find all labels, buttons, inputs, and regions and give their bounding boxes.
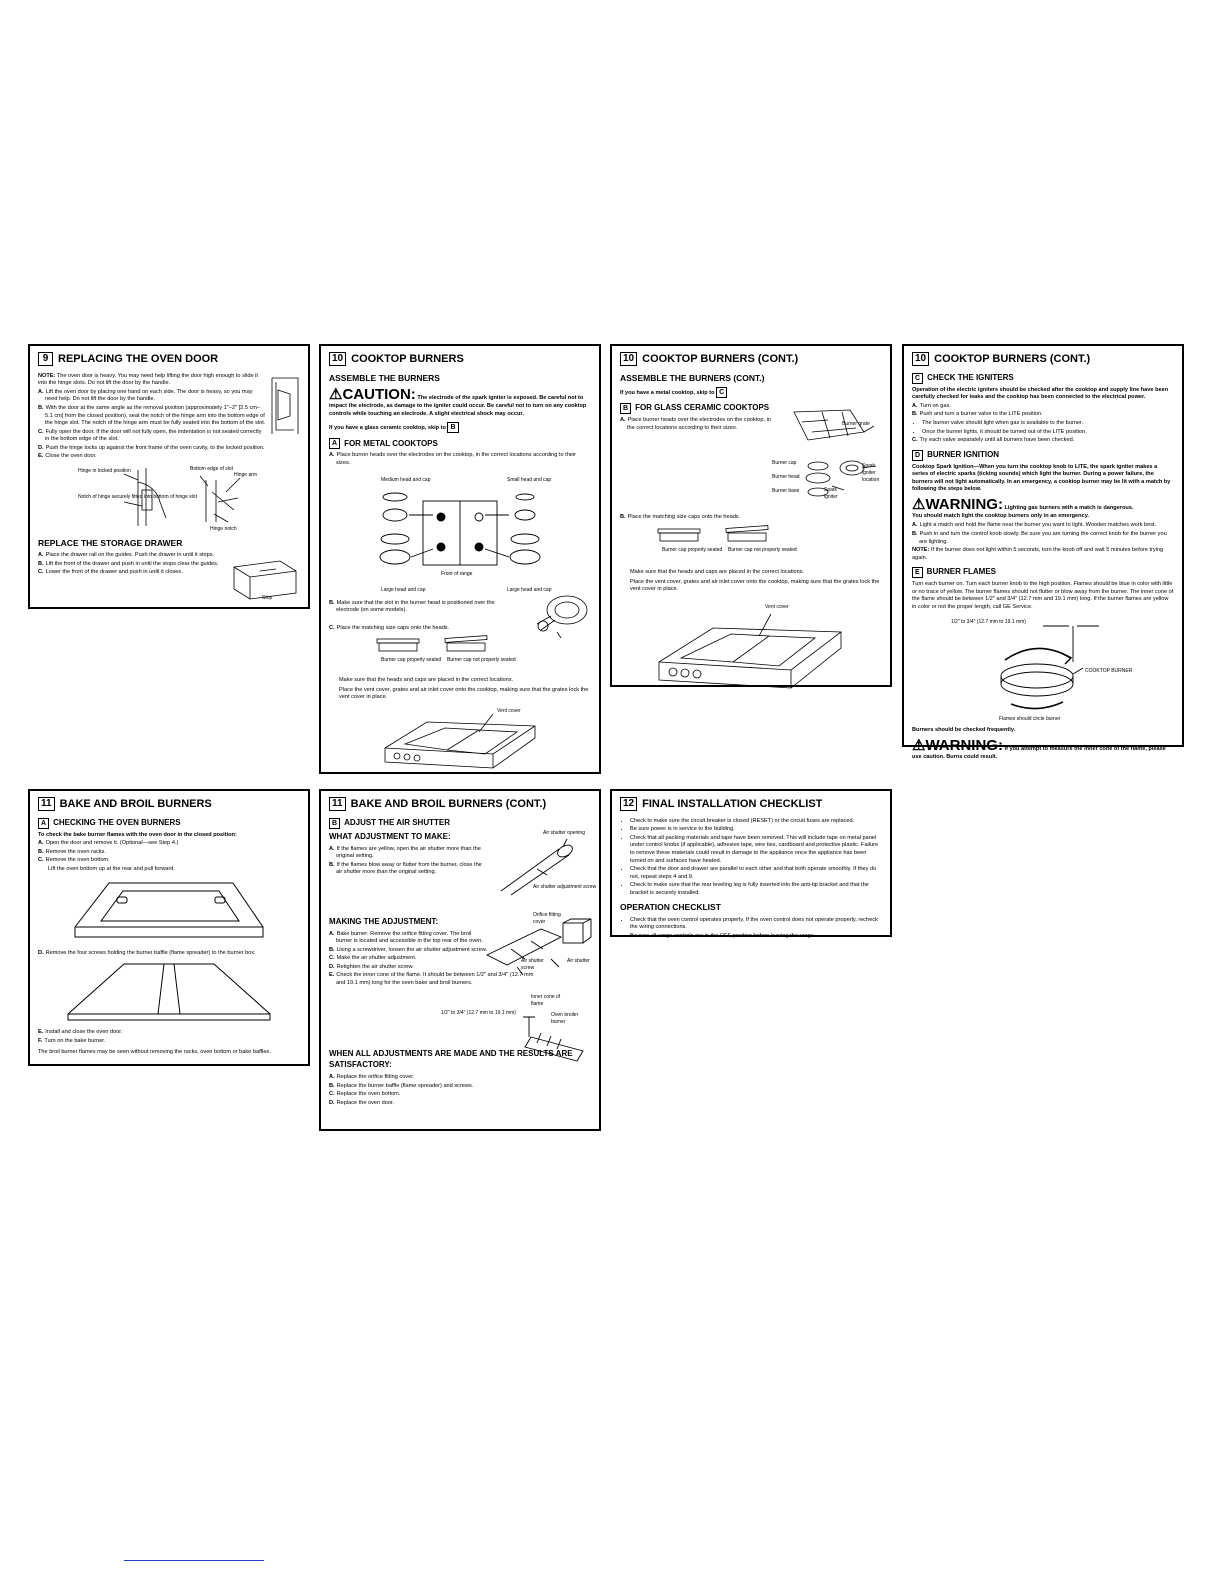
label-burner-head: Burner head <box>772 474 800 480</box>
label-oven-broiler: Oven broiler burner <box>551 1012 579 1025</box>
step-d: D. Remove the four screws holding the burner baffle (flame spreader) to the burner box. <box>38 949 256 956</box>
step-c: C. Fully open the door. If the door will not fully open, the indentation is not seated correctly in the bottom edge of the slot. <box>38 428 262 443</box>
label-cap-bad: Burner cap not properly seated <box>447 657 516 664</box>
drawer-illustration <box>230 557 302 601</box>
igniters-bullet: • The burner valve should light when gas is available to the burner. <box>922 420 1174 428</box>
caution-block <box>329 387 591 418</box>
step-a: A. Place burner heads over the electrodes on the cooktop, in the correct locations according to their sizes. <box>329 452 577 466</box>
label-stop: Stop <box>262 595 273 601</box>
make-step-b: B. Using a screwdriver, loosen the air shutter adjustment screw. <box>329 946 488 953</box>
when-step-b: B. Replace the burner baffle (flame spreader) and screws. <box>329 1082 474 1089</box>
panel-bake-broil-burners-cont <box>319 789 601 1131</box>
metal-note: If you have a metal cooktop, skip to C <box>620 387 882 398</box>
subtitle: ASSEMBLE THE BURNERS (CONT.) <box>620 372 765 383</box>
make-step-a: A. Bake burner: Remove the orifice fitting cover. The broil burner is located and accessible in the top rear of the oven. <box>329 930 483 945</box>
ignition-step-b: B. Push in and turn the control knob slowly. Be sure you are turning the correct knob for the burner you are lighting. <box>912 530 1167 545</box>
step-number: 10 <box>912 352 929 366</box>
title-text: COOKTOP BURNERS (CONT.) <box>934 353 1091 365</box>
checklist-item: • Check that the oven control operates properly. If the oven control does not operate properly, recheck the wiring connections. <box>630 917 882 932</box>
intro: To check the bake burner flames with the oven door in the closed position: <box>38 831 237 838</box>
label-small-head: Small head and cap <box>507 476 552 483</box>
panel-title <box>38 797 300 812</box>
metal-cooktops-title: A FOR METAL COOKTOPS <box>329 438 591 449</box>
placement-note: Make sure that the heads and caps are placed in the correct locations. <box>630 568 805 575</box>
drawer-title: REPLACE THE STORAGE DRAWER <box>38 537 183 548</box>
operation-checklist <box>620 917 882 941</box>
make-step-e: E. Check the inner cone of the flame. It should be between 1/2" and 3/4" (12.7 mm and 19.1 mm) long for the oven bake and broil burners. <box>329 972 534 986</box>
install-checklist <box>620 818 882 897</box>
step-e: E. Install and close the oven door. <box>38 1029 123 1036</box>
oven-door-side-illustration <box>268 376 302 436</box>
igniters-step-b: B. Push and turn a burner valve to the LITE position. <box>912 411 1043 418</box>
lift-note: Lift the oven bottom up at the rear and pull forward. <box>48 866 175 873</box>
label-front-of-range: Front of range <box>441 570 473 577</box>
broil-note: The broil burner flames may be seen without removing the racks, oven bottom or bake baffles. <box>38 1049 271 1056</box>
checking-oven-burners-title: A CHECKING THE OVEN BURNERS <box>38 818 300 829</box>
warning-block <box>912 497 1174 521</box>
panel-final-installation-checklist <box>610 789 892 937</box>
what-steps <box>329 846 489 877</box>
broiler-flame-illustration <box>517 1013 597 1063</box>
ignition-note: NOTE: If the burner does not light within 5 seconds, turn the knob off and wait 5 minutes before trying again. <box>912 547 1164 561</box>
burner-flame-illustration <box>913 614 1173 724</box>
burner-ignition-title: D BURNER IGNITION <box>912 450 1174 461</box>
door-hinge-illustration <box>38 462 304 534</box>
label-burner-cap: Burner cap <box>772 460 797 466</box>
burner-baffle-illustration <box>64 960 274 1026</box>
burner-flames-title: E BURNER FLAMES <box>912 567 1174 578</box>
flames-text: Turn each burner on. Turn each burner knob to the high position. Flames should be blue in color with little or no trace of yellow. The burner flames should not flutter or blow away from the burner. The inner cone of the flame should be between 1/2" and 3/4" (12.7 mm and 19.1 mm) long. If the burner flames are yellow in color or not the proper length, call GE Service. <box>912 581 1174 610</box>
step-a: A. Lift the oven door by placing one hand on each side. The door is heavy, so you may need help. Do not lift the door by the handle. <box>38 388 253 403</box>
igniters-bullet: • Once the burner lights, it should be turned out of the LITE position. <box>922 429 1174 437</box>
step-number: 10 <box>329 352 346 366</box>
checklist-item: • Check to make sure the circuit breaker is closed (RESET) or the circuit fuses are replaced. <box>630 818 882 826</box>
cooktop-grates-illustration <box>651 600 851 700</box>
note: NOTE: The oven door is heavy. You may need help lifting the door high enough to slide it into the hinge slots. Do not lift the door by the handle. <box>38 372 258 387</box>
checklist-item: • Be sure all range controls are in the OFF position before leaving the range. <box>630 933 882 941</box>
oven-bottom-illustration <box>69 877 269 947</box>
drawer-step-c: C. Lower the front of the drawer and push in until it closes. <box>38 569 183 576</box>
drawer-step-b: B. Lift the front of the drawer and push in until the stops clear the guides. <box>38 560 219 567</box>
step-number: 9 <box>38 352 53 366</box>
caution-icon: ⚠ <box>329 386 343 404</box>
label-hinge-locked: Hinge in locked position <box>78 467 131 474</box>
panel-cooktop-burners <box>319 344 601 774</box>
label-large-head-left: Large head and cap <box>381 586 426 593</box>
when-step-d: D. Replace the oven door. <box>329 1099 395 1106</box>
cooktop-layout-illustration <box>329 471 593 597</box>
panel-title <box>329 352 591 367</box>
label-flame-measure: 1/2" to 3/4" (12.7 mm to 19.1 mm) <box>951 619 1026 626</box>
ignition-intro: Cooktop Spark Ignition—When you turn the cooktop knob to LITE, the spark igniter makes a series of electric sparks (ticking sounds) which light the burner. During a power failure, the burners will not light automatically. In an emergency, a cooktop burner may be lit with a match by following the steps below. <box>912 463 1171 493</box>
caution-text: The electrode of the spark igniter is exposed. Be careful not to impact the electrode, as damage to the igniter could occur. Be careful not to turn on any cooktop controls while touching an electrode. A slight electrical shock may occur. <box>329 395 587 417</box>
label-cap-ok: Burner cap properly seated <box>662 546 723 553</box>
label-burner-base: Burner base <box>772 488 800 494</box>
label-spark-igniter-location: Spark igniter location <box>862 463 880 483</box>
placement-note: Make sure that the heads and caps are placed in the correct locations. <box>339 677 514 684</box>
igniters-step-a: A. Turn on gas. <box>912 402 951 409</box>
label-cooktop-burner: COOKTOP BURNER <box>1085 668 1133 675</box>
igniters-bullets <box>912 420 1174 436</box>
warning-word: WARNING: <box>925 495 1003 513</box>
make-steps <box>329 931 489 972</box>
step-f: F. Turn on the bake burner. <box>38 1037 106 1044</box>
label-measure: 1/2" to 3/4" (12.7 mm to 19.1 mm) <box>441 1010 516 1016</box>
panel-cooktop-burners-cont-2 <box>902 344 1184 760</box>
what-step-a: A. If the flames are yellow, open the air shutter more than the original setting. <box>329 845 481 860</box>
step-c: C. Remove the oven bottom. <box>38 857 110 864</box>
step-number: 11 <box>329 797 346 811</box>
drawer-steps <box>38 552 238 577</box>
operation-checklist-title: OPERATION CHECKLIST <box>620 902 721 913</box>
checked-frequently: Burners should be checked frequently. <box>912 727 1016 734</box>
make-step-d: D. Retighten the air shutter screw. <box>329 963 414 970</box>
label-cap-ok: Burner cap properly seated <box>381 657 442 664</box>
label-vent-cover: Vent cover <box>497 707 521 714</box>
step-b: B. Make sure that the slot in the burner head is positioned over the electrode (on some models). <box>329 599 495 614</box>
label-notch: Notch of hinge securely fitted into bottom of hinge slot <box>78 493 197 500</box>
slot-electrode-illustration <box>533 590 591 640</box>
title-text: REPLACING THE OVEN DOOR <box>58 353 219 365</box>
label-bottom-edge: Bottom edge of slot <box>190 465 234 472</box>
what-adjustment-title: WHAT ADJUSTMENT TO MAKE: <box>329 831 451 841</box>
warning-text: Lighting gas burners with a match is dangerous. <box>1004 504 1134 511</box>
panel-title <box>620 352 882 367</box>
glass-note: If you have a glass ceramic cooktop, skip to B <box>329 422 591 433</box>
label-burner-grate: Burner grate <box>842 421 870 427</box>
warning-word: WARNING: <box>925 736 1003 754</box>
step-e: E. Close the oven door. <box>38 453 97 460</box>
warning-block-2 <box>912 738 1174 762</box>
title-text: BAKE AND BROIL BURNERS <box>59 798 212 810</box>
vent-cover-note: Place the vent cover, grates and air inlet cover onto the cooktop, making sure that the grates lock the vent cover in place. <box>339 686 589 701</box>
step-number: 12 <box>620 797 637 811</box>
ignition-step-a: A. Light a match and hold the flame near the burner you want to light. Wooden matches work best. <box>912 522 1157 529</box>
label-hinge-notch: Hinge notch <box>210 525 237 532</box>
step-b: B. Place the matching size caps onto the heads. <box>620 514 741 521</box>
cap-seating-illustration <box>369 635 516 671</box>
label-flames-circle: Flames should circle burner <box>999 716 1061 723</box>
panel-title <box>620 797 882 812</box>
label-cap-bad: Burner cap not properly seated <box>728 546 797 553</box>
warning-icon: ⚠ <box>912 495 926 513</box>
step-a: A. Open the door and remove it. (Optional—see Step 4.) <box>38 840 179 847</box>
panel-replacing-oven-door <box>28 344 310 609</box>
label-spark-igniter: Spark igniter <box>824 487 838 500</box>
label-air-shutter-opening: Air shutter opening <box>543 830 585 836</box>
label-medium-head: Medium head and cap <box>381 476 431 483</box>
when-step-c: C. Replace the oven bottom. <box>329 1091 401 1098</box>
checklist-item: • Check that all packing materials and tape have been removed. This will include tape on metal panel under control knobs (if applicable), adhesive tape, wire ties, cardboard and protective plastic. Failure to remove these materials could result in damage to the appliance once the appliance has been turned on and surfaces have heated. <box>630 835 882 865</box>
check-igniters-title: C CHECK THE IGNITERS <box>912 373 1174 384</box>
checklist-item: • Check that the door and drawer are parallel to each other and that both operate smoothly. If they do not, repeat steps 4 and 9. <box>630 866 882 881</box>
label-vent-cover: Vent cover <box>765 603 789 610</box>
warning-text-2: You should match light the cooktop burners only in an emergency. <box>912 512 1089 519</box>
cooktop-grates-illustration <box>375 704 545 776</box>
title-text: FINAL INSTALLATION CHECKLIST <box>642 798 823 810</box>
step-number: 11 <box>38 797 55 811</box>
drawer-step-a: A. Place the drawer rail on the guides. Push the drawer in until it stops. <box>38 552 215 559</box>
warning-text: If you attempt to measure the inner cone of the flame, please use caution. Burns could result. <box>912 745 1166 760</box>
label-large-head-right: Large head and cap <box>507 586 552 593</box>
title-text: COOKTOP BURNERS <box>351 353 464 365</box>
cap-seating-illustration <box>650 525 797 561</box>
igniters-step-c: C. Try each valve separately until all burners have been checked. <box>912 437 1075 444</box>
making-adjustment-title: MAKING THE ADJUSTMENT: <box>329 916 439 926</box>
igniters-intro: Operation of the electric igniters should be checked after the cooktop and supply line have been carefully checked for leaks and the cooktop has been connected to the electrical power. <box>912 386 1169 401</box>
title-text: BAKE AND BROIL BURNERS (CONT.) <box>350 798 547 810</box>
caution-word: CAUTION: <box>342 386 416 404</box>
label-air-shutter-screw-2: Air shutter screw <box>521 958 544 971</box>
step-list <box>38 389 266 461</box>
step-a: A. Place burner heads over the electrodes on the cooktop, in the correct locations according to their sizes. <box>620 417 771 431</box>
label-orifice-cover: Orifice fitting cover <box>533 912 561 925</box>
step-number: 10 <box>620 352 637 366</box>
step-b: B. With the door at the same angle as the removal position (approximately 1"–2" [2.5 cm–5.1 cm] from the closed position), seat the notch of the hinge arm into the bottom edge of the hinge slot. The notch of the hinge arm must be fully seated into the bottom of the slot. <box>38 405 266 427</box>
adjust-air-shutter-title: B ADJUST THE AIR SHUTTER <box>329 818 591 829</box>
make-step-c: C. Make the air shutter adjustment. <box>329 955 417 962</box>
checklist-item: • Be sure power is in service to the building. <box>630 826 882 834</box>
vent-cover-note: Place the vent cover, grates and air inlet cover onto the cooktop, making sure that the grates lock the vent cover in place. <box>630 578 880 593</box>
panel-cooktop-burners-cont <box>610 344 892 687</box>
title-text: COOKTOP BURNERS (CONT.) <box>642 353 799 365</box>
step-d: D. Push the hinge locks up against the front frame of the oven cavity, to the locked position. <box>38 444 265 451</box>
what-step-b: B. If the flames blow away or flutter from the burner, close the air shutter more than the original setting. <box>329 861 482 876</box>
label-air-shutter: Air shutter <box>567 958 590 964</box>
subtitle: ASSEMBLE THE BURNERS <box>329 372 440 383</box>
label-inner-cone: Inner cone of flame <box>531 994 561 1007</box>
step-c: C. Place the matching size caps onto the heads. <box>329 624 450 631</box>
glass-cooktops-title: B FOR GLASS CERAMIC COOKTOPS <box>620 403 882 414</box>
footer-link-underline <box>124 1560 264 1561</box>
step-b: B. Remove the oven racks. <box>38 848 106 855</box>
warning-icon: ⚠ <box>912 736 926 754</box>
checklist-item: • Check to make sure that the rear leveling leg is fully inserted into the anti-tip bracket and that the bracket is securely installed. <box>630 882 882 897</box>
label-air-shutter-screw: Air shutter adjustment screw <box>533 884 597 890</box>
panel-bake-broil-burners <box>28 789 310 1066</box>
panel-title <box>329 797 591 812</box>
panel-title <box>912 352 1174 367</box>
panel-title <box>38 352 300 367</box>
label-hinge-arm: Hinge arm <box>234 471 258 478</box>
when-all-title: WHEN ALL ADJUSTMENTS ARE MADE AND THE RESULTS ARE SATISFACTORY: <box>329 1049 573 1070</box>
when-step-a: A. Replace the orifice fitting cover. <box>329 1074 415 1081</box>
